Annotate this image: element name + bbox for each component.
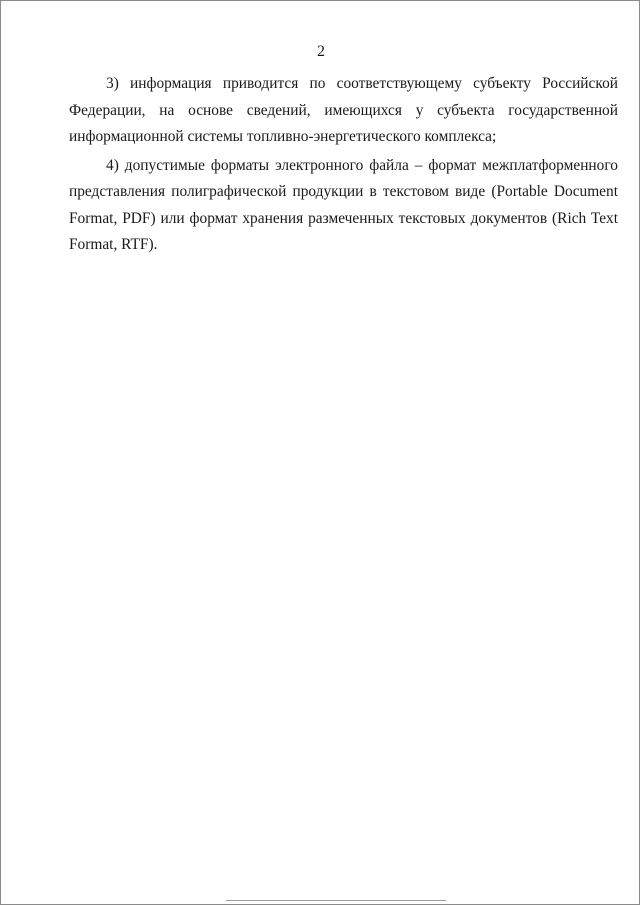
scan-edge-line xyxy=(226,900,446,901)
paragraph-item-4: 4) допустимые форматы электронного файла – формат межплатформенного представления полиграфической продукции в текстовом виде (Portable Document Format, PDF) или формат хранения размеченных текстовых документов (Rich Text Format, RTF). xyxy=(69,156,618,253)
page-number: 2 xyxy=(317,43,325,60)
paragraph-item-3: 3) информация приводится по соответствующему субъекту Российской Федерации, на основе сведений, имеющихся у субъекта государственной информационной системы топливно-энергетического комплекса; xyxy=(69,75,618,145)
document-body xyxy=(69,71,618,261)
